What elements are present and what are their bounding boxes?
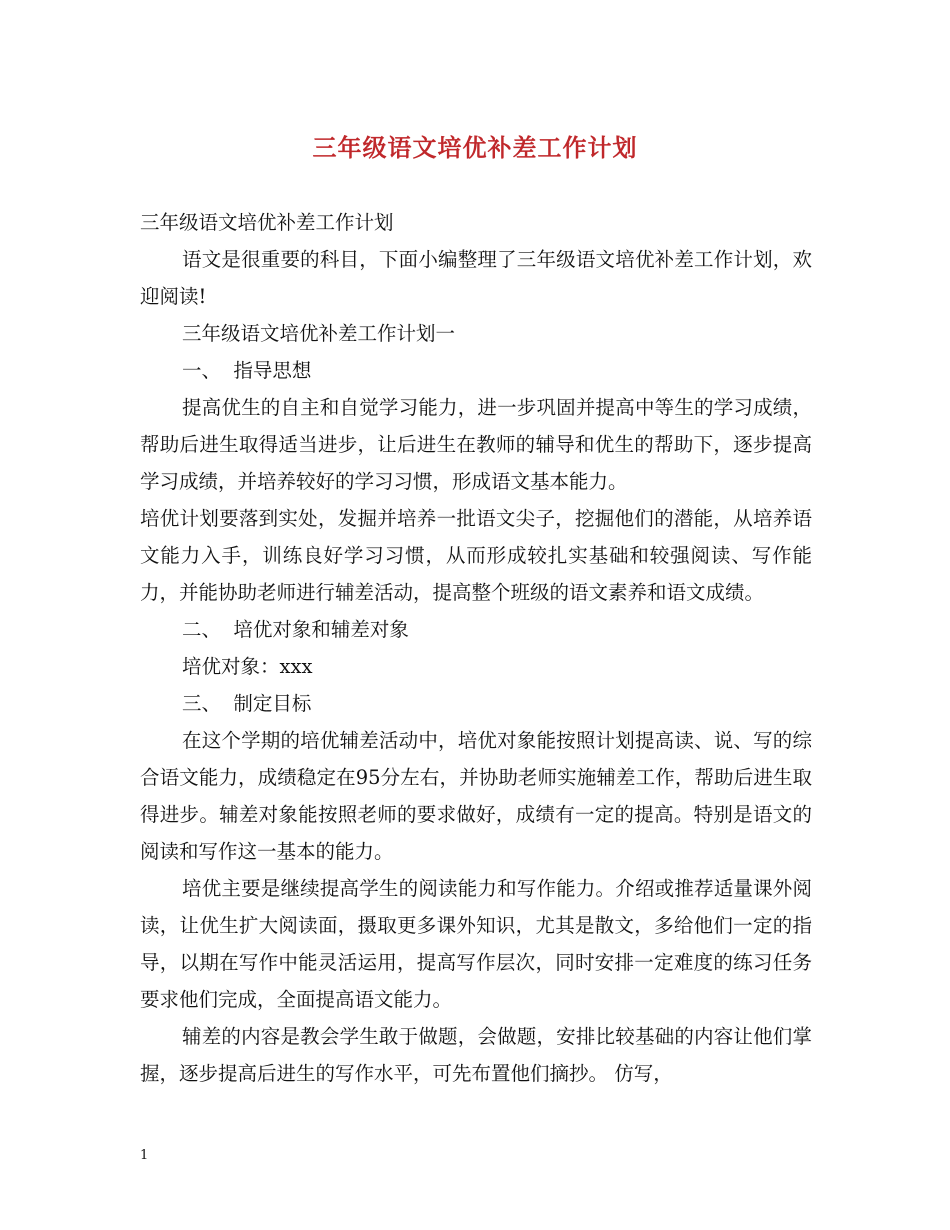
body-paragraph: 培优计划要落到实处，发掘并培养一批语文尖子，挖掘他们的潜能，从培养语文能力入手，训练良好学习习惯，从而形成较扎实基础和较强阅读、写作能力，并能协助老师进行辅差活动，提高整个班级的语文素养和语文成绩。 bbox=[140, 507, 812, 604]
section-heading-2: 二、 培优对象和辅差对象 bbox=[182, 618, 409, 641]
section-heading-1: 一、 指导思想 bbox=[182, 359, 312, 382]
body-paragraph: 辅差的内容是教会学生敢于做题，会做题，安排比较基础的内容让他们掌握，逐步提高后进生的写作水平，可先布置他们摘抄。 仿写， bbox=[140, 1025, 812, 1085]
body-paragraph: 在这个学期的培优辅差活动中，培优对象能按照计划提高读、说、写的综合语文能力，成绩稳定在95分左右，并协助老师实施辅差工作，帮助后进生取得进步。辅差对象能按照老师的要求做好，成绩有一定的提高。特别是语文的阅读和写作这一基本的能力。 bbox=[140, 729, 812, 863]
subtitle-paragraph: 三年级语文培优补差工作计划 bbox=[140, 211, 394, 234]
page-number: 1 bbox=[140, 1148, 149, 1163]
intro-paragraph: 语文是很重要的科目，下面小编整理了三年级语文培优补差工作计划，欢迎阅读! bbox=[140, 248, 812, 308]
document-body bbox=[140, 204, 812, 1092]
section-heading-3: 三、 制定目标 bbox=[182, 692, 312, 715]
document-title: 三年级语文培优补差工作计划 bbox=[312, 133, 638, 162]
plan-heading: 三年级语文培优补差工作计划一 bbox=[182, 322, 456, 345]
body-paragraph: 提高优生的自主和自觉学习能力，进一步巩固并提高中等生的学习成绩，帮助后进生取得适当进步，让后进生在教师的辅导和优生的帮助下，逐步提高学习成绩，并培养较好的学习习惯，形成语文基本能力。 bbox=[140, 396, 812, 493]
body-paragraph: 培优对象：xxx bbox=[182, 655, 313, 678]
body-paragraph: 培优主要是继续提高学生的阅读能力和写作能力。介绍或推荐适量课外阅读，让优生扩大阅读面，摄取更多课外知识，尤其是散文，多给他们一定的指导，以期在写作中能灵活运用，提高写作层次，同时安排一定难度的练习任务要求他们完成，全面提高语文能力。 bbox=[140, 877, 812, 1011]
